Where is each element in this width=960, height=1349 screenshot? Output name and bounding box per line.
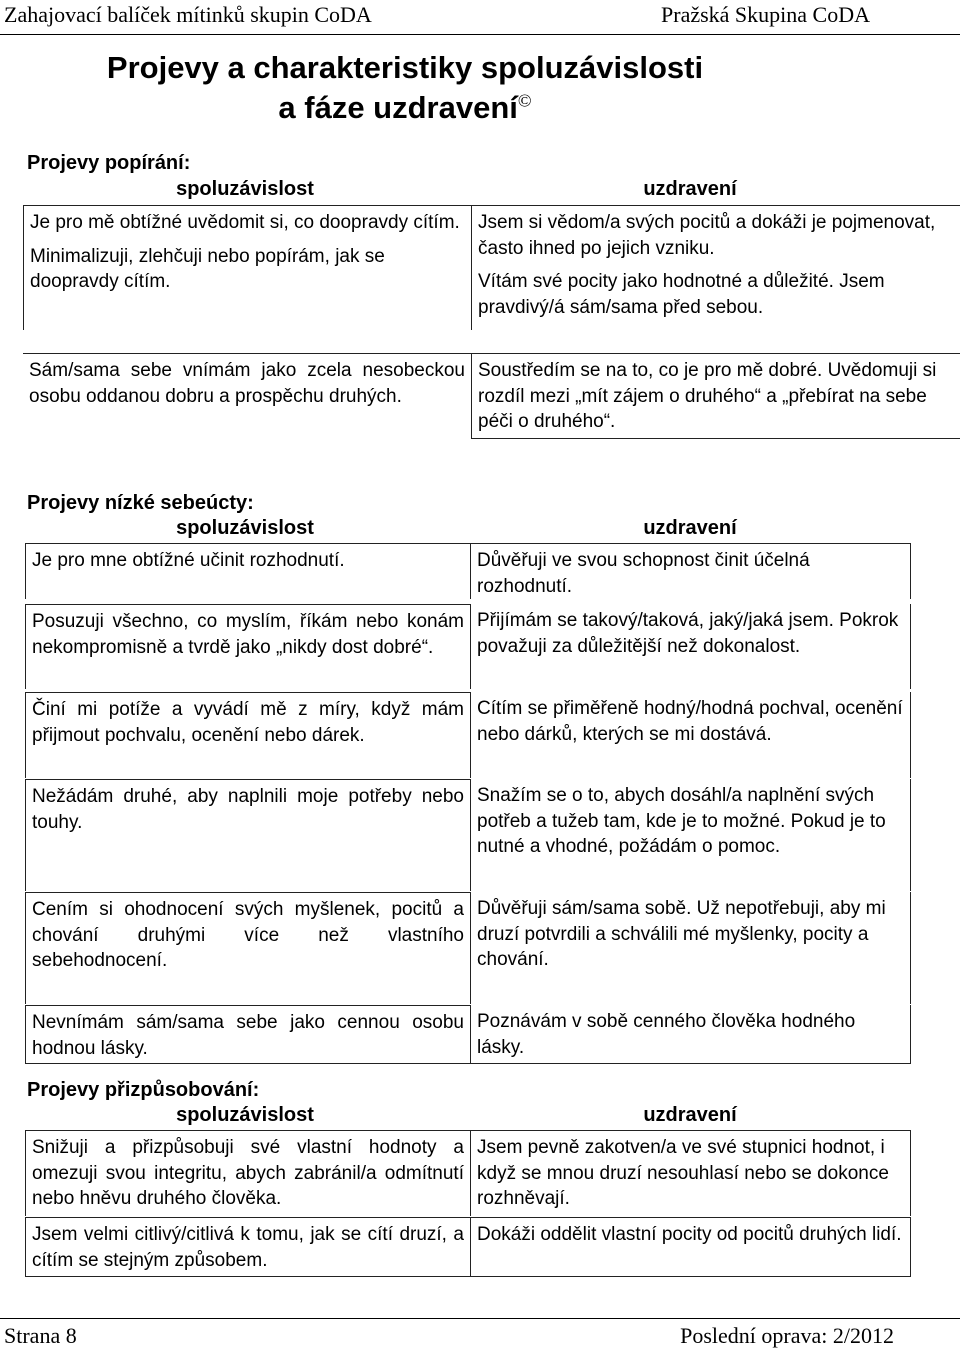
header-rule — [0, 34, 960, 35]
cell-text: Nevnímám sám/sama sebe jako cennou osobu hodnou lásky. — [32, 1012, 464, 1059]
section-heading-low-self-esteem: Projevy nízké sebeúcty: — [27, 492, 254, 514]
self-esteem-row-6-right — [471, 1005, 911, 1064]
denial-row-2-left — [23, 353, 471, 439]
column-header-recovery: uzdravení — [643, 178, 737, 200]
copyright-mark: © — [517, 90, 532, 111]
column-header-codependency: spoluzávislost — [176, 517, 314, 539]
cell-text: Cítím se přiměřeně hodný/hodná pochval, ocenění nebo dárků, kterých se mi dostává. — [477, 698, 903, 745]
page-title-line-2-text: a fáze uzdravení — [278, 90, 518, 125]
cell-text: Soustředím se na to, co je pro mě dobré. Uvědomuji si rozdíl mezi „mít zájem o druhého“ a „přebírat na sebe péči o druhého“. — [478, 360, 937, 432]
cell-text: Posuzuji všechno, co myslím, říkám nebo konám nekompromisně a tvrdě jako „nikdy dost dobré“. — [32, 611, 464, 658]
denial-row-1-left — [23, 205, 471, 330]
cell-text: Jsem si vědom/a svých pocitů a dokáži je pojmenovat, často ihned po jejich vzniku. — [478, 212, 936, 259]
self-esteem-row-1-right — [471, 543, 911, 599]
self-esteem-row-2-right — [471, 604, 911, 689]
cell-text: Je pro mě obtížné uvědomit si, co doopravdy cítím. — [30, 212, 460, 233]
column-header-recovery: uzdravení — [643, 517, 737, 539]
footer-rule — [0, 1318, 960, 1319]
page-number: Strana 8 — [4, 1323, 77, 1348]
self-esteem-row-6-left — [25, 1005, 471, 1064]
section-heading-denial: Projevy popírání: — [27, 152, 191, 174]
cell-text: Minimalizuji, zlehčuji nebo popírám, jak se doopravdy cítím. — [30, 245, 385, 292]
denial-row-1-right — [471, 205, 960, 330]
self-esteem-row-5-right — [471, 892, 911, 1004]
self-esteem-row-4-left — [25, 779, 471, 891]
cell-text: Sám/sama sebe vnímám jako zcela nesobeckou osobu oddanou dobru a prospěchu druhých. — [29, 360, 465, 407]
page-title-line-2 — [25, 90, 785, 126]
compliance-row-1-right — [471, 1130, 911, 1216]
self-esteem-row-1-left — [25, 543, 471, 599]
self-esteem-row-3-left — [25, 692, 471, 778]
running-header-left: Zahajovací balíček mítinků skupin CoDA — [4, 2, 372, 27]
section-heading-compliance: Projevy přizpůsobování: — [27, 1079, 260, 1101]
last-revision: Poslední oprava: 2/2012 — [680, 1323, 894, 1348]
self-esteem-row-2-left — [25, 604, 471, 689]
cell-text: Přijímám se takový/taková, jaký/jaká jsem. Pokrok považuji za důležitější než dokonalost. — [477, 610, 899, 657]
running-header-right: Pražská Skupina CoDA — [661, 2, 870, 27]
cell-text: Důvěřuji ve svou schopnost činit účelná rozhodnutí. — [477, 550, 810, 597]
column-header-codependency: spoluzávislost — [176, 178, 314, 200]
self-esteem-row-3-right — [471, 692, 911, 778]
denial-row-2-right — [471, 353, 960, 439]
cell-text: Cením si ohodnocení svých myšlenek, pocitů a chování druhými více než vlastního sebehodnocení. — [32, 899, 464, 971]
cell-text: Snažím se o to, abych dosáhl/a naplnění svých potřeb a tužeb tam, kde je to možné. Pokud je to nutné a vhodné, požádám o pomoc. — [477, 785, 886, 857]
compliance-row-2-right — [471, 1217, 911, 1277]
cell-text: Snižuji a přizpůsobuji své vlastní hodnoty a omezuji svou integritu, abych zabránil/a odmítnutí nebo hněvu druhého člověka. — [32, 1137, 464, 1209]
cell-text: Jsem pevně zakotven/a ve své stupnici hodnot, i když se mnou druzí nesouhlasí nebo se dokonce rozhněvají. — [477, 1137, 889, 1209]
self-esteem-row-5-left — [25, 892, 471, 1004]
cell-text: Vítám své pocity jako hodnotné a důležité. Jsem pravdivý/á sám/sama před sebou. — [478, 271, 885, 318]
cell-text: Nežádám druhé, aby naplnili moje potřeby nebo touhy. — [32, 786, 464, 833]
page-title-line-1: Projevy a charakteristiky spoluzávislosti — [106, 50, 704, 85]
cell-text: Jsem velmi citlivý/citlivá k tomu, jak se cítí druzí, a cítím se stejným způsobem. — [32, 1224, 464, 1271]
column-header-codependency: spoluzávislost — [176, 1104, 314, 1126]
compliance-row-1-left — [25, 1130, 471, 1216]
cell-text: Důvěřuji sám/sama sobě. Už nepotřebuji, aby mi druzí potvrdili a schválili mé myšlenky, pocity a chování. — [477, 898, 886, 970]
compliance-row-2-left — [25, 1217, 471, 1277]
cell-text: Poznávám v sobě cenného člověka hodného lásky. — [477, 1011, 856, 1058]
self-esteem-row-4-right — [471, 779, 911, 891]
cell-text: Je pro mne obtížné učinit rozhodnutí. — [32, 550, 345, 571]
cell-text: Dokáži oddělit vlastní pocity od pocitů druhých lidí. — [477, 1224, 902, 1245]
column-header-recovery: uzdravení — [643, 1104, 737, 1126]
cell-text: Činí mi potíže a vyvádí mě z míry, když mám přijmout pochvalu, ocenění nebo dárek. — [32, 699, 464, 746]
